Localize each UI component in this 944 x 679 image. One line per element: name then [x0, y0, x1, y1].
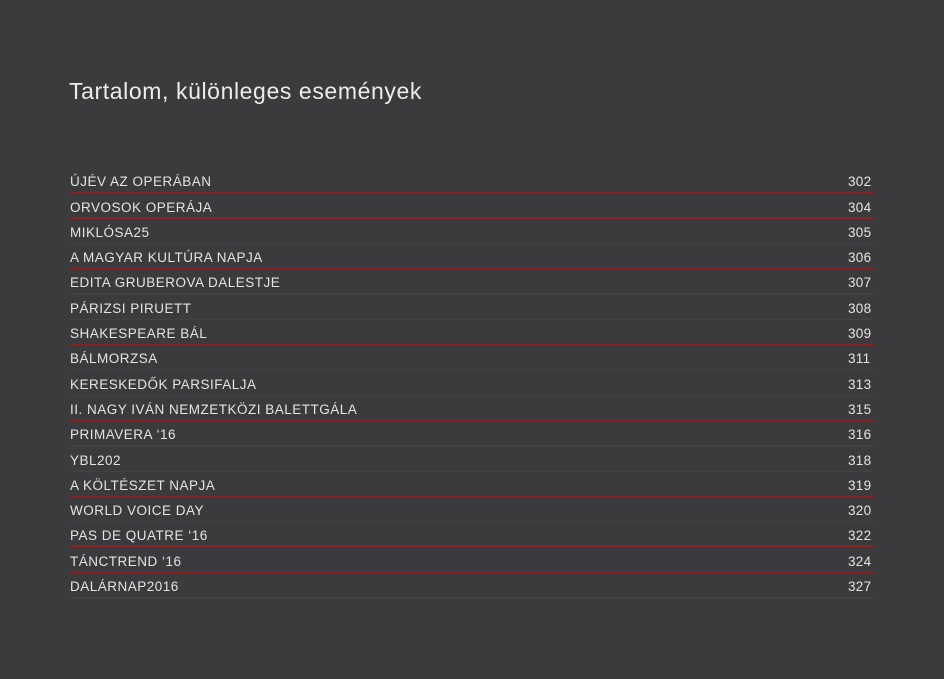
toc-page-number: 316: [848, 427, 872, 443]
toc-page-number: 320: [848, 503, 872, 519]
toc-entry-title: YBL202: [70, 452, 122, 468]
toc-page-number: 318: [848, 452, 872, 468]
toc-row: [69, 371, 874, 395]
toc-page-number: 305: [848, 224, 872, 240]
toc-entry-title: WORLD VOICE DAY: [70, 503, 205, 519]
toc-page-number: 306: [848, 250, 872, 266]
toc-page-number: 309: [848, 326, 872, 342]
toc-row: [69, 220, 874, 244]
toc-page-number: 319: [848, 477, 872, 493]
toc-row: [69, 447, 874, 471]
toc-row: [69, 346, 874, 370]
toc-entry-title: II. NAGY IVÁN NEMZETKÖZI BALETTGÁLA: [70, 401, 358, 417]
toc-row: [69, 194, 874, 218]
toc-page-number: 311: [848, 351, 871, 367]
toc-entry-title: DALÁRNAP2016: [70, 579, 179, 595]
toc-page-number: 302: [848, 174, 872, 190]
toc-entry-title: A MAGYAR KULTÚRA NAPJA: [70, 250, 263, 266]
toc-entry-title: MIKLÓSA25: [70, 224, 150, 240]
toc-row: [69, 270, 874, 294]
toc-entry-title: PAS DE QUATRE ‘16: [70, 528, 208, 544]
toc-page-number: 313: [848, 376, 872, 392]
toc-row: [69, 245, 874, 269]
toc-row: [69, 397, 874, 421]
toc-page-number: 307: [848, 275, 872, 291]
toc-entry-title: TÁNCTREND ‘16: [70, 553, 182, 569]
toc-entry-title: PÁRIZSI PIRUETT: [70, 300, 192, 316]
toc-entry-title: BÁLMORZSA: [70, 351, 158, 367]
toc-row: [69, 523, 874, 547]
toc-page-number: 304: [848, 199, 872, 215]
toc-entry-title: KERESKEDŐK PARSIFALJA: [70, 376, 257, 392]
toc-entry-title: ÚJÉV AZ OPERÁBAN: [70, 174, 212, 190]
toc-entry-title: EDITA GRUBEROVA DALESTJE: [70, 275, 281, 291]
toc-row: [69, 321, 874, 345]
toc-page-number: 322: [848, 528, 872, 544]
toc-entry-title: PRIMAVERA ‘16: [70, 427, 177, 443]
toc-row: [69, 473, 874, 497]
table-of-contents: [69, 169, 874, 599]
toc-row: [69, 498, 874, 522]
toc-row: [69, 548, 874, 572]
toc-row: [69, 169, 874, 193]
toc-page-number: 315: [848, 401, 872, 417]
toc-row: [69, 422, 874, 446]
toc-entry-title: ORVOSOK OPERÁJA: [70, 199, 213, 215]
toc-row: [69, 574, 874, 598]
toc-page-number: 327: [848, 579, 872, 595]
toc-page-number: 308: [848, 300, 872, 316]
toc-entry-title: A KÖLTÉSZET NAPJA: [70, 477, 216, 493]
toc-page-number: 324: [848, 553, 872, 569]
toc-row: [69, 295, 874, 319]
toc-entry-title: SHAKESPEARE BÁL: [70, 326, 208, 342]
page-title: Tartalom, különleges események: [69, 78, 422, 104]
